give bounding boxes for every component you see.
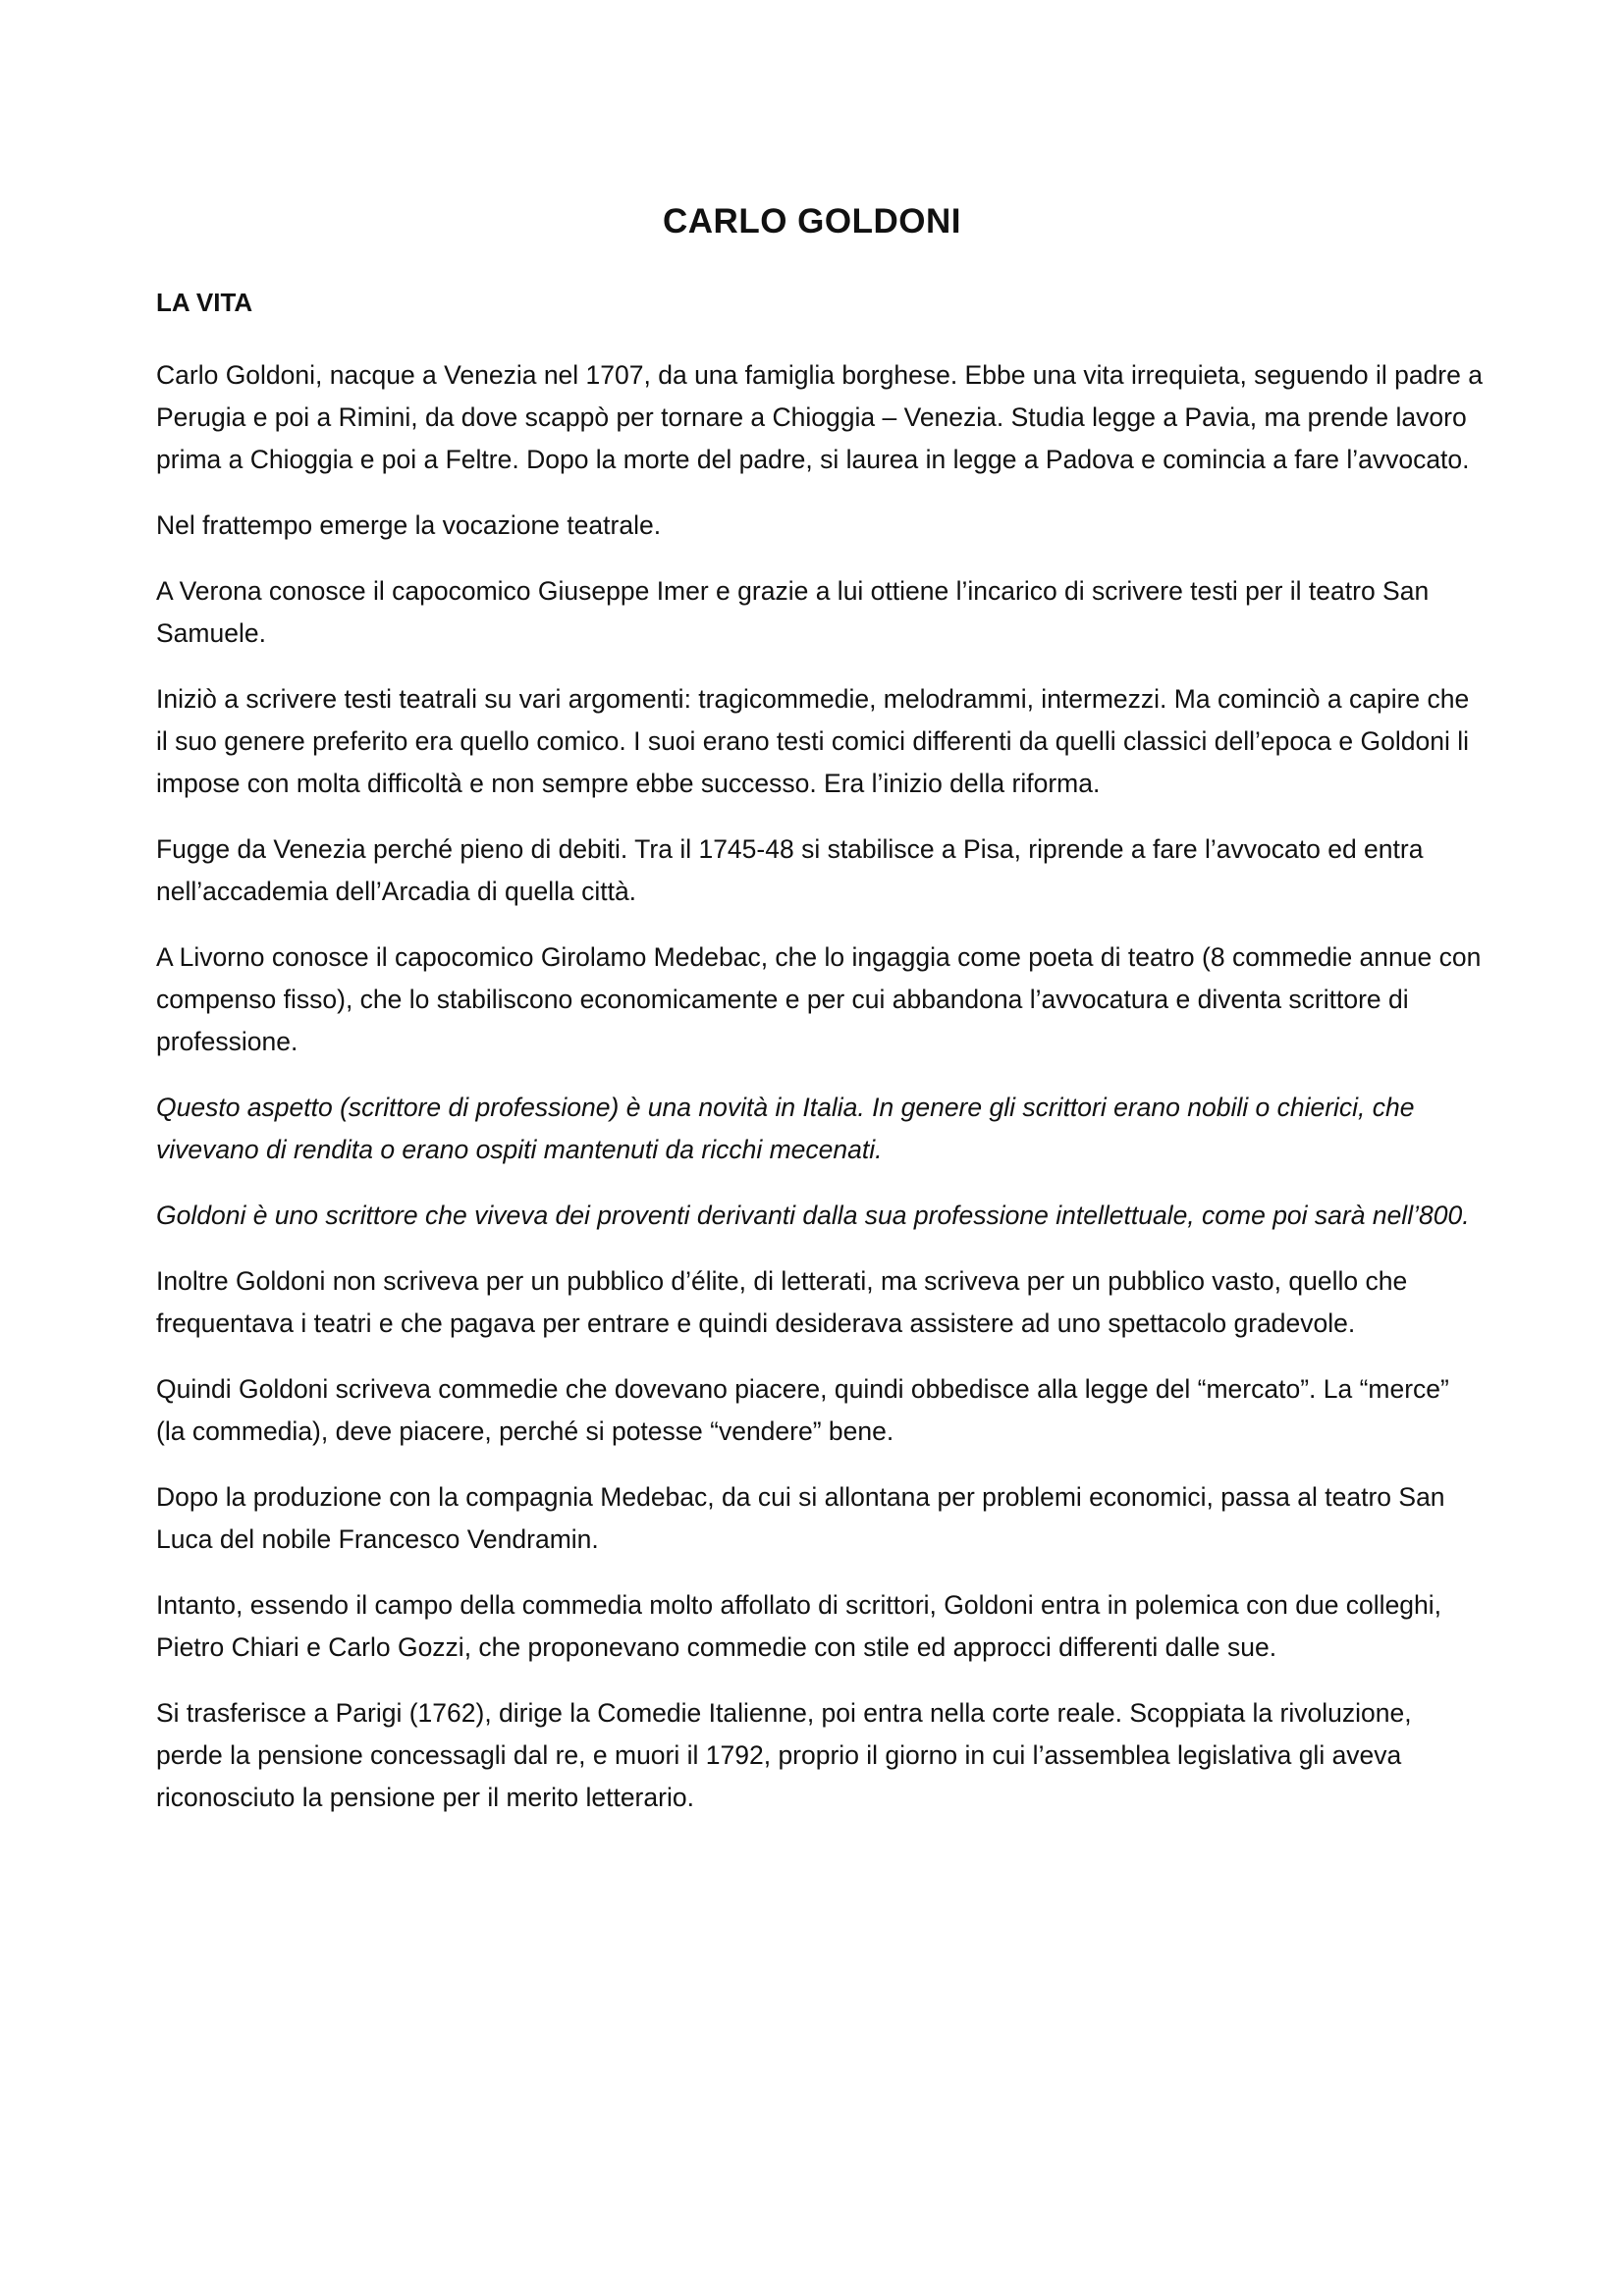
paragraph-paris: Si trasferisce a Parigi (1762), dirige la Comedie Italienne, poi entra nella corte reale. Scoppiata la rivoluzione, perde la pensione concessagli dal re, e muori il 1792, proprio il giorno in cui l’assemblea legislativa gli aveva riconosciuto la pensione per il merito letterario. bbox=[156, 1698, 1412, 1812]
paragraph-early-works: Iniziò a scrivere testi teatrali su vari argomenti: tragicommedie, melodrammi, intermezzi. Ma cominciò a capire che il suo genere preferito era quello comico. I suoi erano testi comici differenti da quelli classici dell’epoca e Goldoni li impose con molta difficoltà e non sempre ebbe successo. Era l’inizio della riforma. bbox=[156, 684, 1470, 798]
paragraph-professional-writer: Questo aspetto (scrittore di professione) è una novità in Italia. In genere gli scrittori erano nobili o chierici, che vivevano di rendita o erano ospiti mantenuti da ricchi mecenati. bbox=[156, 1093, 1415, 1164]
paragraph-market: Quindi Goldoni scriveva commedie che dovevano piacere, quindi obbedisce alla legge del “mercato”. La “merce” (la commedia), deve piacere, perché si potesse “vendere” bene. bbox=[156, 1374, 1449, 1446]
paragraph-income: Goldoni è uno scrittore che viveva dei proventi derivanti dalla sua professione intellettuale, come poi sarà nell’800. bbox=[156, 1201, 1470, 1230]
document-title: CARLO GOLDONI bbox=[663, 202, 961, 240]
paragraph-birth: Carlo Goldoni, nacque a Venezia nel 1707, da una famiglia borghese. Ebbe una vita irrequieta, seguendo il padre a Perugia e poi a Rimini, da dove scappò per tornare a Chioggia – Venezia. Studia legge a Pavia, ma prende lavoro prima a Chioggia e poi a Feltre. Dopo la morte del padre, si laurea in legge a Padova e comincia a fare l’avvocato. bbox=[156, 360, 1483, 474]
paragraph-livorno: A Livorno conosce il capocomico Girolamo Medebac, che lo ingaggia come poeta di teatro (8 commedie annue con compenso fisso), che lo stabiliscono economicamente e per cui abbandona l’avvocatura e diventa scrittore di professione. bbox=[156, 942, 1482, 1056]
paragraph-audience: Inoltre Goldoni non scriveva per un pubblico d’élite, di letterati, ma scriveva per un pubblico vasto, quello che frequentava i teatri e che pagava per entrare e quindi desiderava assistere ad uno spettacolo gradevole. bbox=[156, 1266, 1408, 1338]
paragraph-vocation: Nel frattempo emerge la vocazione teatrale. bbox=[156, 510, 662, 540]
section-heading: LA VITA bbox=[156, 288, 253, 317]
paragraph-verona: A Verona conosce il capocomico Giuseppe Imer e grazie a lui ottiene l’incarico di scrivere testi per il teatro San Samuele. bbox=[156, 576, 1430, 648]
document-body bbox=[156, 285, 1484, 1842]
paragraph-pisa: Fugge da Venezia perché pieno di debiti. Tra il 1745-48 si stabilisce a Pisa, riprende a fare l’avvocato ed entra nell’accademia dell’Arcadia di quella città. bbox=[156, 834, 1424, 906]
paragraph-san-luca: Dopo la produzione con la compagnia Medebac, da cui si allontana per problemi economici, passa al teatro San Luca del nobile Francesco Vendramin. bbox=[156, 1482, 1445, 1554]
paragraph-polemic: Intanto, essendo il campo della commedia molto affollato di scrittori, Goldoni entra in polemica con due colleghi, Pietro Chiari e Carlo Gozzi, che proponevano commedie con stile ed approcci differenti dalle sue. bbox=[156, 1590, 1442, 1662]
